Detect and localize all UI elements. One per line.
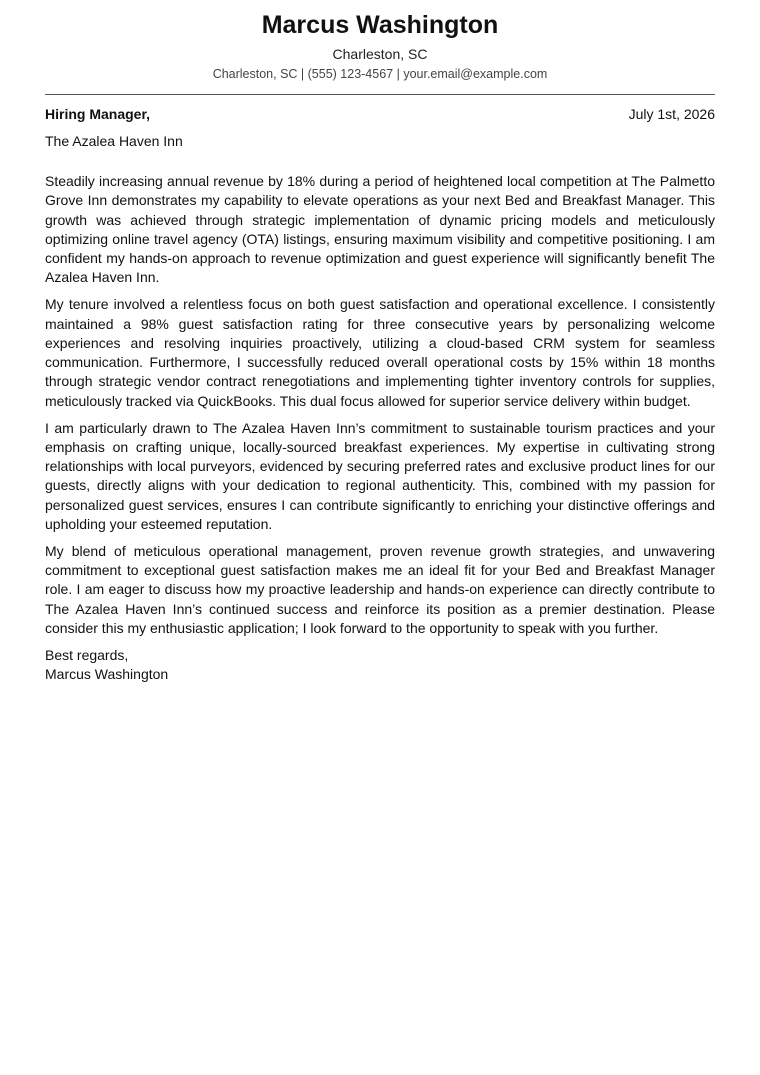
cover-letter-page [45, 0, 715, 684]
company-name: The Azalea Haven Inn [45, 133, 183, 149]
closing-phrase: Best regards, [45, 646, 129, 663]
body-paragraph: My blend of meticulous operational management, proven revenue growth strategies, and unwavering commitment to exceptional guest satisfaction makes me an ideal fit for your Bed and Breakfast Manager role. I am eager to discuss how my proactive leadership and hands-on experience can directly contribute to The Azalea Haven Inn’s continued success and reinforce its position as a premier destination. Please consider this my enthusiastic application; I look forward to the opportunity to speak with you further. [45, 542, 715, 637]
salutation-row [45, 105, 715, 123]
letter-date: July 1st, 2026 [628, 106, 715, 122]
letter-body [45, 172, 715, 638]
signature-name: Marcus Washington [45, 666, 169, 683]
recipient-salutation: Hiring Manager, [45, 106, 151, 122]
applicant-location: Charleston, SC [332, 46, 428, 62]
body-paragraph: I am particularly drawn to The Azalea Haven Inn’s commitment to sustainable tourism practices and your emphasis on crafting unique, locally-sourced breakfast experiences. My expertise in cultivating strong relationships with local purveyors, evidenced by securing preferred rates and exclusive product lines for our guests, directly aligns with your dedication to regional authenticity. This, combined with my passion for personalized guest services, ensures I can contribute significantly to enriching your distinctive offerings and upholding your esteemed reputation. [45, 419, 715, 533]
contact-line: Charleston, SC | (555) 123-4567 | your.email@example.com [212, 67, 548, 81]
applicant-name: Marcus Washington [261, 11, 499, 39]
body-paragraph: Steadily increasing annual revenue by 18% during a period of heightened local competition at The Palmetto Grove Inn demonstrates my capability to elevate operations as your next Bed and Breakfast Manager. This growth was achieved through strategic implementation of dynamic pricing models and meticulously optimizing online travel agency (OTA) listings, ensuring maximum visibility and competitive positioning. I am confident my hands-on approach to revenue optimization and guest experience will significantly benefit The Azalea Haven Inn. [45, 173, 715, 286]
closing-block [45, 646, 715, 685]
header-divider [45, 94, 715, 95]
body-paragraph: My tenure involved a relentless focus on both guest satisfaction and operational excellence. I consistently maintained a 98% guest satisfaction rating for three consecutive years by personalizing welcome experiences and resolving inquiries proactively, utilizing a cloud-based CRM system for seamless communication. Furthermore, I successfully reduced overall operational costs by 15% within 18 months through strategic vendor contract renegotiations and implementing tighter inventory controls for supplies, meticulously tracked via QuickBooks. This dual focus allowed for superior service delivery within budget. [45, 296, 715, 409]
